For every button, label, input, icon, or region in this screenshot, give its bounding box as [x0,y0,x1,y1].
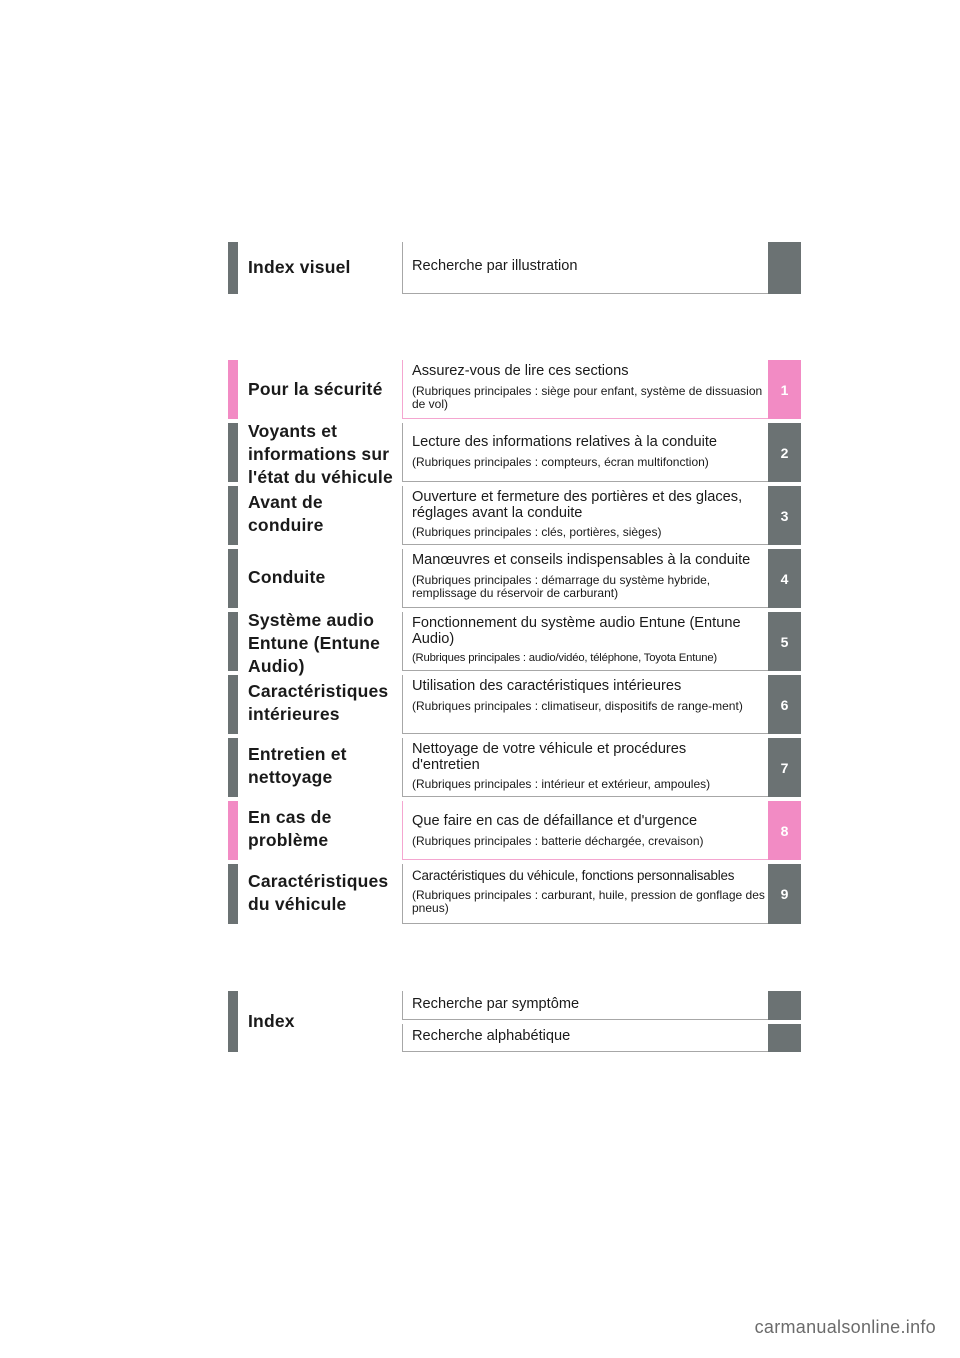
chapter-sub-text: (Rubriques principales : intérieur et extérieur, ampoules) [412,777,711,791]
chapter-row[interactable] [228,360,801,419]
chapter-main-text: Nettoyage de votre véhicule et procédures d'entretien [412,741,687,773]
chapter-sub-text: (Rubriques principales : climatiseur, dispositifs de range-ment) [412,698,743,713]
chapter-tab-number[interactable]: 6 [768,675,801,734]
index-symptom-row[interactable] [402,991,960,1020]
chapter-sub-text: (Rubriques principales : clés, portières, sièges) [412,525,662,539]
chapter-sub-text: (Rubriques principales : siège pour enfant, système de dissuasion de vol) [412,383,763,411]
chapter-row[interactable] [228,549,801,608]
chapter-title: Entretien et nettoyage [248,744,347,787]
chapter-desc-box [402,801,768,860]
chapter-title: Voyants et informations sur l'état du véhicule [248,421,393,487]
chapter-title: Caractéristiques du véhicule [248,871,389,914]
chapter-main-text: Lecture des informations relatives à la conduite [412,434,718,450]
chapter-main-text: Fonctionnement du système audio Entune (Entune Audio) [412,615,741,647]
chapter-desc-box [402,864,768,924]
visual-index-title: Index visuel [248,257,351,277]
index-section [228,991,801,1052]
index-alpha-link[interactable]: Recherche alphabétique [412,1028,571,1044]
index-alpha-box [402,1024,768,1052]
chapter-desc-box [402,675,768,734]
chapter-sub-text: (Rubriques principales : compteurs, écran multifonction) [412,454,709,469]
visual-index-row[interactable] [228,242,801,294]
chapter-main-text: Ouverture et fermeture des portières et des glaces, réglages avant la conduite [412,489,743,521]
chapter-sub-text: (Rubriques principales : carburant, huile, pression de gonflage des pneus) [412,887,765,915]
chapter-row[interactable] [228,421,801,487]
chapter-desc-box [402,360,768,419]
chapter-desc-box [402,738,768,797]
chapter-main-text: Que faire en cas de défaillance et d'urgence [412,813,698,829]
chapter-main-text: Manœuvres et conseils indispensables à la conduite [412,552,751,568]
chapter-title: En cas de problème [248,807,332,850]
chapter-desc-box [402,549,768,608]
visual-index-desc-box [402,242,768,294]
chapter-desc-box [402,423,768,482]
section-bar [228,612,238,671]
chapter-title: Avant de conduire [248,492,324,535]
chapter-tab-number[interactable]: 3 [768,486,801,545]
section-bar [228,738,238,797]
section-bar [228,242,238,294]
index-symptom-link[interactable]: Recherche par symptôme [412,996,580,1012]
visual-index-tab [768,242,801,294]
section-bar [228,675,238,734]
watermark-footer: carmanualsonline.info [754,1317,936,1337]
chapter-desc-box [402,486,768,545]
section-bar [228,423,238,482]
chapter-main-text: Utilisation des caractéristiques intérieures [412,678,682,694]
chapter-main-text: Assurez-vous de lire ces sections [412,363,629,379]
section-bar [228,991,238,1052]
index-alpha-row[interactable] [402,1024,960,1052]
chapter-title: Système audio Entune (Entune Audio) [248,610,381,676]
index-alpha-tab [768,1024,801,1052]
chapter-sub-text: (Rubriques principales : batterie déchargée, crevaison) [412,833,704,848]
chapter-row[interactable] [228,864,801,924]
section-bar [228,801,238,860]
chapter-main-text: Caractéristiques du véhicule, fonctions personnalisables [412,868,735,883]
chapter-tab-number[interactable]: 7 [768,738,801,797]
index-symptom-tab [768,991,801,1020]
chapter-title: Caractéristiques intérieures [248,681,389,724]
chapter-tab-number[interactable]: 1 [768,360,801,419]
chapter-row[interactable] [228,675,801,734]
chapter-title: Pour la sécurité [248,379,383,399]
chapter-title: Conduite [248,567,326,587]
chapter-desc-box [402,612,768,671]
chapter-row[interactable] [228,486,801,545]
visual-index-desc: Recherche par illustration [412,258,578,274]
chapter-sub-text: (Rubriques principales : audio/vidéo, téléphone, Toyota Entune) [412,652,717,664]
section-bar [228,486,238,545]
chapter-tab-number[interactable]: 4 [768,549,801,608]
chapter-tab-number[interactable]: 2 [768,423,801,482]
chapter-row[interactable] [228,801,801,860]
section-bar [228,864,238,924]
chapter-tab-number[interactable]: 8 [768,801,801,860]
chapter-sub-text: (Rubriques principales : démarrage du système hybride, remplissage du réservoir de carburant) [412,572,711,600]
section-bar [228,360,238,419]
chapter-tab-number[interactable]: 9 [768,864,801,924]
chapter-tab-number[interactable]: 5 [768,612,801,671]
section-bar [228,549,238,608]
index-symptom-box [402,991,768,1020]
index-title: Index [248,1011,295,1031]
chapter-row[interactable] [228,738,801,797]
chapter-row[interactable] [228,610,801,676]
